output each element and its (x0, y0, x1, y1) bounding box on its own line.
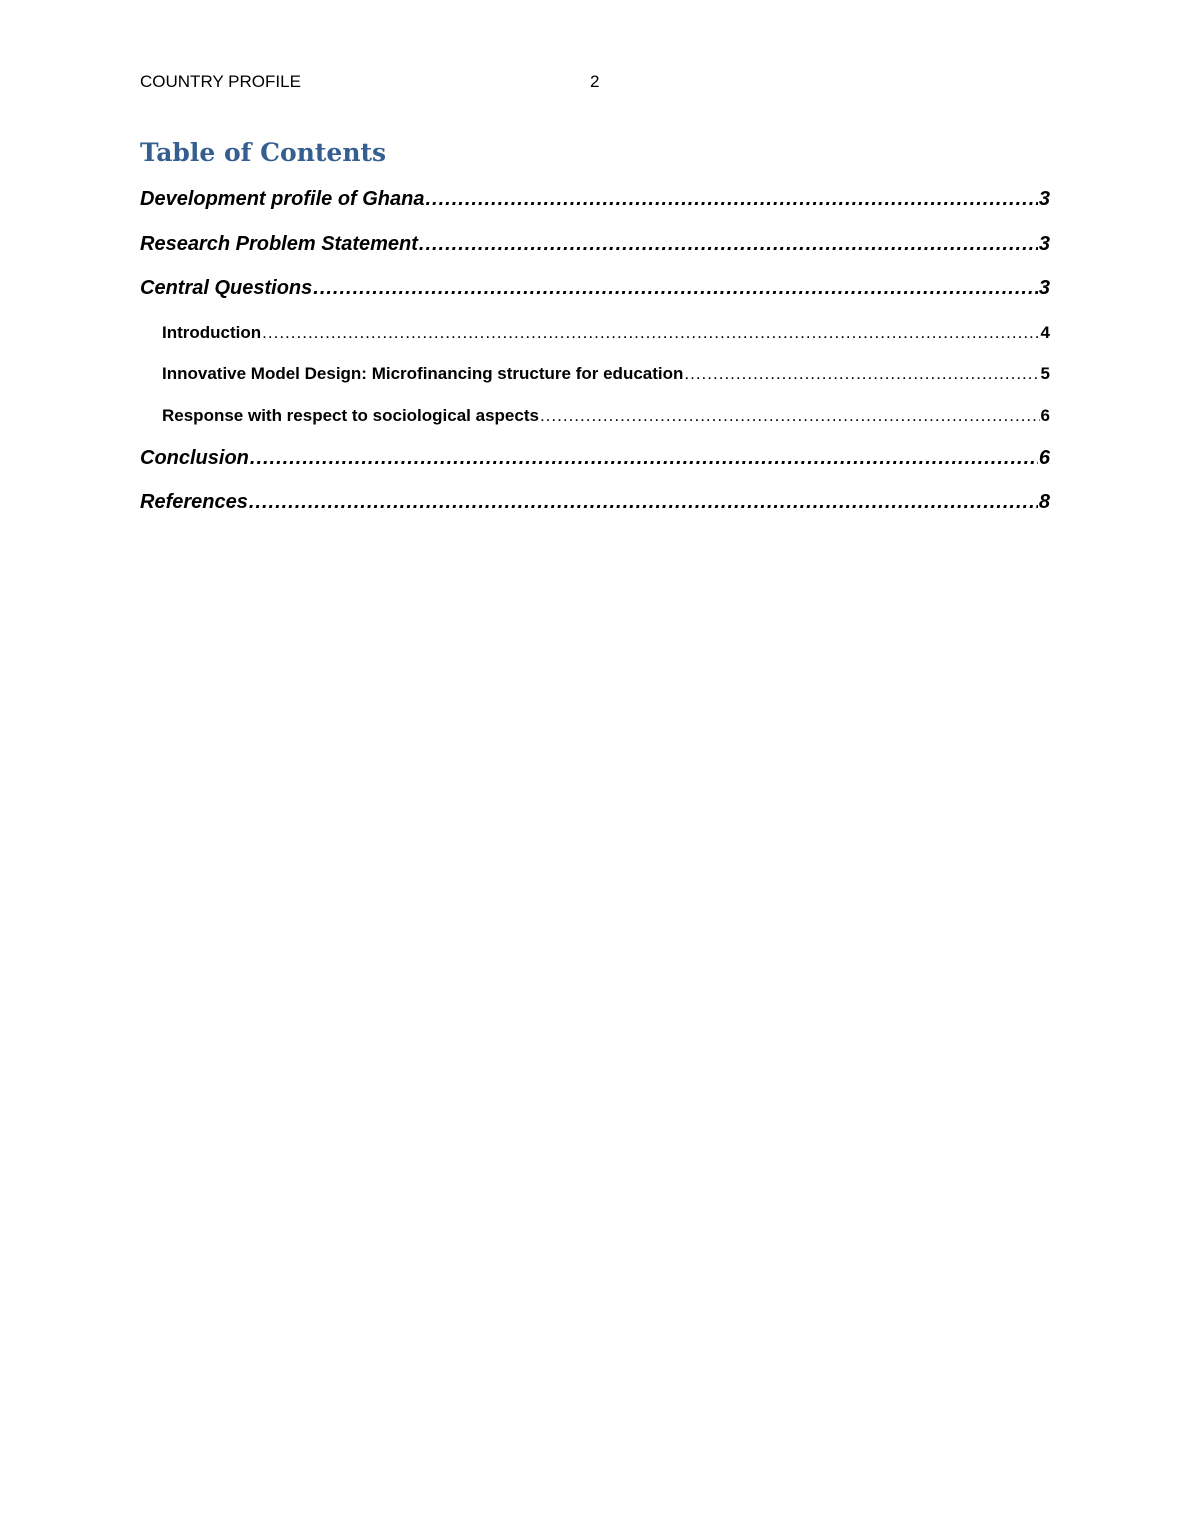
toc-dot-leader (424, 188, 1037, 211)
toc-entry-central-questions[interactable] (140, 277, 1050, 305)
toc-dot-leader (248, 491, 1038, 514)
page-number: 2 (590, 72, 600, 91)
toc-entry-page: 3 (1038, 277, 1050, 299)
toc-entry-conclusion[interactable] (140, 447, 1050, 475)
toc-entry-sociological-aspects[interactable] (140, 406, 1050, 430)
toc-entry-page: 6 (1038, 447, 1050, 469)
toc-dot-leader (249, 447, 1038, 470)
toc-entry-label: Innovative Model Design: Microfinancing structure for education (162, 364, 684, 383)
toc-entry-label: Introduction (162, 323, 262, 342)
toc-dot-leader (683, 364, 1039, 384)
toc-dot-leader (539, 406, 1040, 426)
toc-entry-label: References (140, 491, 248, 513)
toc-entry-innovative-model[interactable] (140, 364, 1050, 388)
running-header (140, 72, 1050, 96)
toc-entry-page: 4 (1040, 323, 1050, 342)
toc-entry-research-problem[interactable] (140, 233, 1050, 261)
toc-entry-page: 3 (1038, 233, 1050, 255)
toc-heading: Table of Contents (140, 138, 387, 167)
toc-entry-page: 8 (1038, 491, 1050, 513)
toc-entry-label: Development profile of Ghana (140, 188, 425, 210)
toc-entry-label: Research Problem Statement (140, 233, 418, 255)
toc-entry-page: 3 (1038, 188, 1050, 210)
toc-entry-label: Response with respect to sociological aspects (162, 406, 539, 425)
toc-entry-label: Conclusion (140, 447, 249, 469)
toc-entry-references[interactable] (140, 491, 1050, 519)
toc-entry-development-profile[interactable] (140, 188, 1050, 216)
toc-dot-leader (418, 233, 1038, 256)
toc-dot-leader (312, 277, 1038, 300)
toc-entry-page: 5 (1040, 364, 1050, 383)
toc-entry-page: 6 (1040, 406, 1050, 425)
toc-entry-label: Central Questions (140, 277, 313, 299)
toc-dot-leader (261, 323, 1039, 343)
running-header-title: COUNTRY PROFILE (140, 72, 301, 91)
toc-entry-introduction[interactable] (140, 323, 1050, 347)
